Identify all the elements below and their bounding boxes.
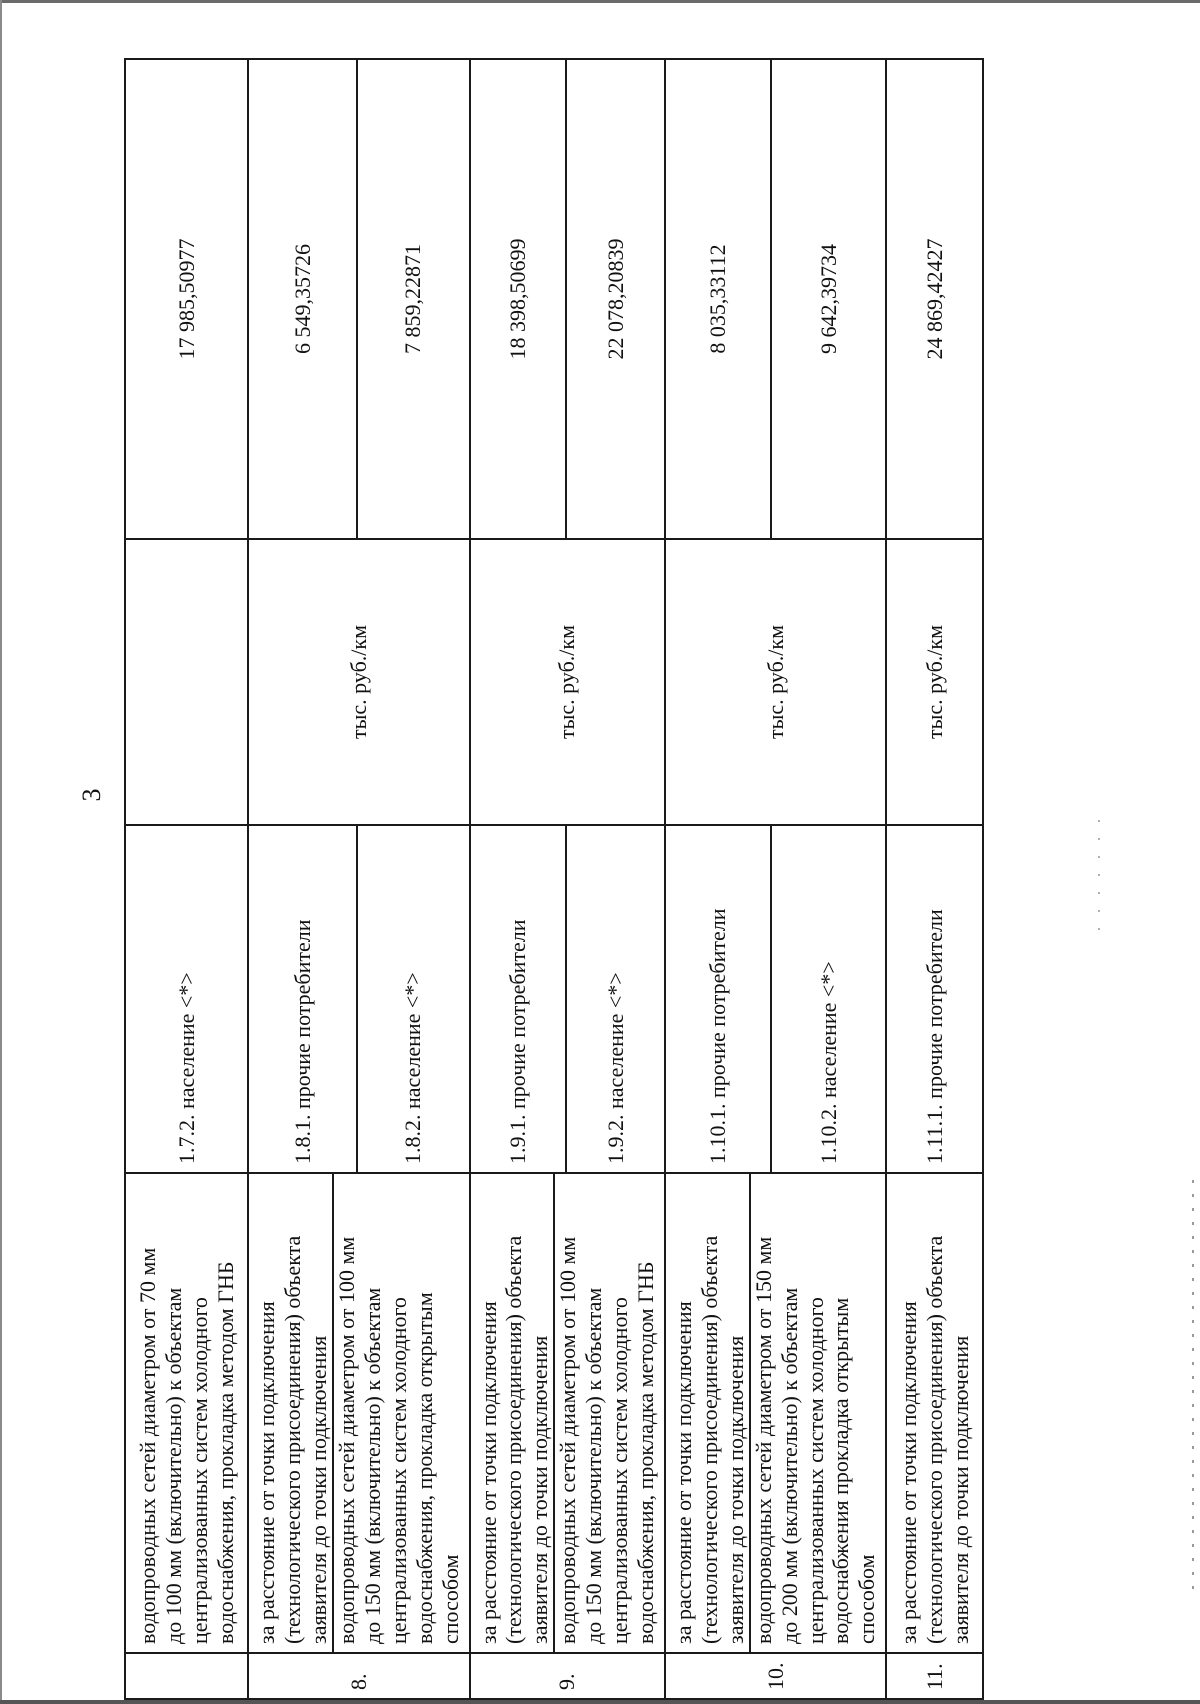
- tariff-value: 24 869,42427: [886, 59, 983, 539]
- description-line: (технологического присоединения) объекта: [921, 1235, 947, 1644]
- description-line: заявителя до точки подключения: [947, 1335, 973, 1644]
- row-description: [248, 1173, 470, 1653]
- description-line: водопроводных сетей диаметром от 100 мм: [332, 1174, 360, 1652]
- table-row: [125, 59, 248, 1699]
- description-line: водоснабжения, прокладка методом ГНБ: [633, 1261, 659, 1644]
- description-line: централизованных систем холодного: [802, 1297, 828, 1644]
- row-number: [125, 1653, 248, 1699]
- unit-cell: тыс. руб./км: [470, 539, 665, 825]
- row-description: [125, 1173, 248, 1653]
- table-row: [665, 59, 772, 1699]
- tariff-table-rotated: [124, 60, 984, 1700]
- scan-artifact-dots: [1192, 1180, 1194, 1600]
- row-number: 8.: [248, 1653, 470, 1699]
- description-line: за расстояние от точки подключения: [475, 1301, 501, 1644]
- description-line: водопроводных сетей диаметром от 70 мм: [134, 1247, 160, 1644]
- description-line: централизованных систем холодного: [386, 1297, 412, 1644]
- description-line: до 100 мм (включительно) к объектам: [160, 1287, 186, 1644]
- row-description: [470, 1173, 665, 1653]
- tariff-value: 9 642,39734: [771, 59, 886, 539]
- consumer-category: 1.8.1. прочие потребители: [248, 825, 357, 1173]
- tariff-value: 8 035,33112: [665, 59, 772, 539]
- consumer-category: 1.10.1. прочие потребители: [665, 825, 772, 1173]
- description-line: централизованных систем холодного: [186, 1297, 212, 1644]
- description-line: способом: [854, 1554, 880, 1644]
- scan-edge-top: [0, 0, 1200, 3]
- description-line: водопроводных сетей диаметром от 150 мм: [749, 1174, 777, 1652]
- description-line: заявителя до точки подключения: [527, 1335, 553, 1644]
- tariff-value: 22 078,20839: [566, 59, 665, 539]
- description-line: до 150 мм (включительно) к объектам: [581, 1287, 607, 1644]
- description-line: за расстояние от точки подключения: [254, 1301, 280, 1644]
- tariff-table-body: [125, 59, 983, 1699]
- row-description: [665, 1173, 887, 1653]
- consumer-category: 1.9.1. прочие потребители: [470, 825, 566, 1173]
- description-line: водоснабжения прокладка открытым: [828, 1297, 854, 1644]
- description-line: водоснабжения, прокладка методом ГНБ: [212, 1261, 238, 1644]
- unit-cell: [125, 539, 248, 825]
- table-row: [248, 59, 357, 1699]
- consumer-category: 1.9.2. население <*>: [566, 825, 665, 1173]
- table-row: [886, 59, 983, 1699]
- description-line: заявителя до точки подключения: [722, 1335, 748, 1644]
- description-line: централизованных систем холодного: [607, 1297, 633, 1644]
- description-line: за расстояние от точки подключения: [670, 1301, 696, 1644]
- scan-artifact-dots-secondary: [1098, 820, 1100, 940]
- row-number: 10.: [665, 1653, 887, 1699]
- description-line: (технологического присоединения) объекта: [280, 1235, 306, 1644]
- description-line: водопроводных сетей диаметром от 100 мм: [553, 1174, 581, 1652]
- description-line: (технологического присоединения) объекта: [696, 1235, 722, 1644]
- consumer-category: 1.7.2. население <*>: [125, 825, 248, 1173]
- scan-edge-left: [0, 0, 2, 1704]
- description-line: до 150 мм (включительно) к объектам: [360, 1287, 386, 1644]
- table-row: [470, 59, 566, 1699]
- description-line: водоснабжения, прокладка открытым: [412, 1292, 437, 1644]
- consumer-category: 1.10.2. население <*>: [771, 825, 886, 1173]
- page-number: 3: [77, 788, 106, 802]
- consumer-category: 1.11.1. прочие потребители: [886, 825, 983, 1173]
- tariff-value: 7 859,22871: [357, 59, 470, 539]
- tariff-value: 18 398,50699: [470, 59, 566, 539]
- description-line: за расстояние от точки подключения: [895, 1301, 921, 1644]
- description-line: способом: [437, 1554, 463, 1644]
- row-number: 9.: [470, 1653, 665, 1699]
- description-line: до 200 мм (включительно) к объектам: [776, 1287, 802, 1644]
- unit-cell: тыс. руб./км: [886, 539, 983, 825]
- scan-edge-bottom: [0, 1700, 1200, 1704]
- description-line: (технологического присоединения) объекта: [501, 1235, 527, 1644]
- unit-cell: тыс. руб./км: [248, 539, 470, 825]
- tariff-table: [124, 58, 984, 1700]
- description-line: заявителя до точки подключения: [306, 1335, 332, 1644]
- unit-cell: тыс. руб./км: [665, 539, 887, 825]
- row-number: 11.: [886, 1653, 983, 1699]
- tariff-value: 6 549,35726: [248, 59, 357, 539]
- tariff-value: 17 985,50977: [125, 59, 248, 539]
- row-description: [886, 1173, 983, 1653]
- consumer-category: 1.8.2. население <*>: [357, 825, 470, 1173]
